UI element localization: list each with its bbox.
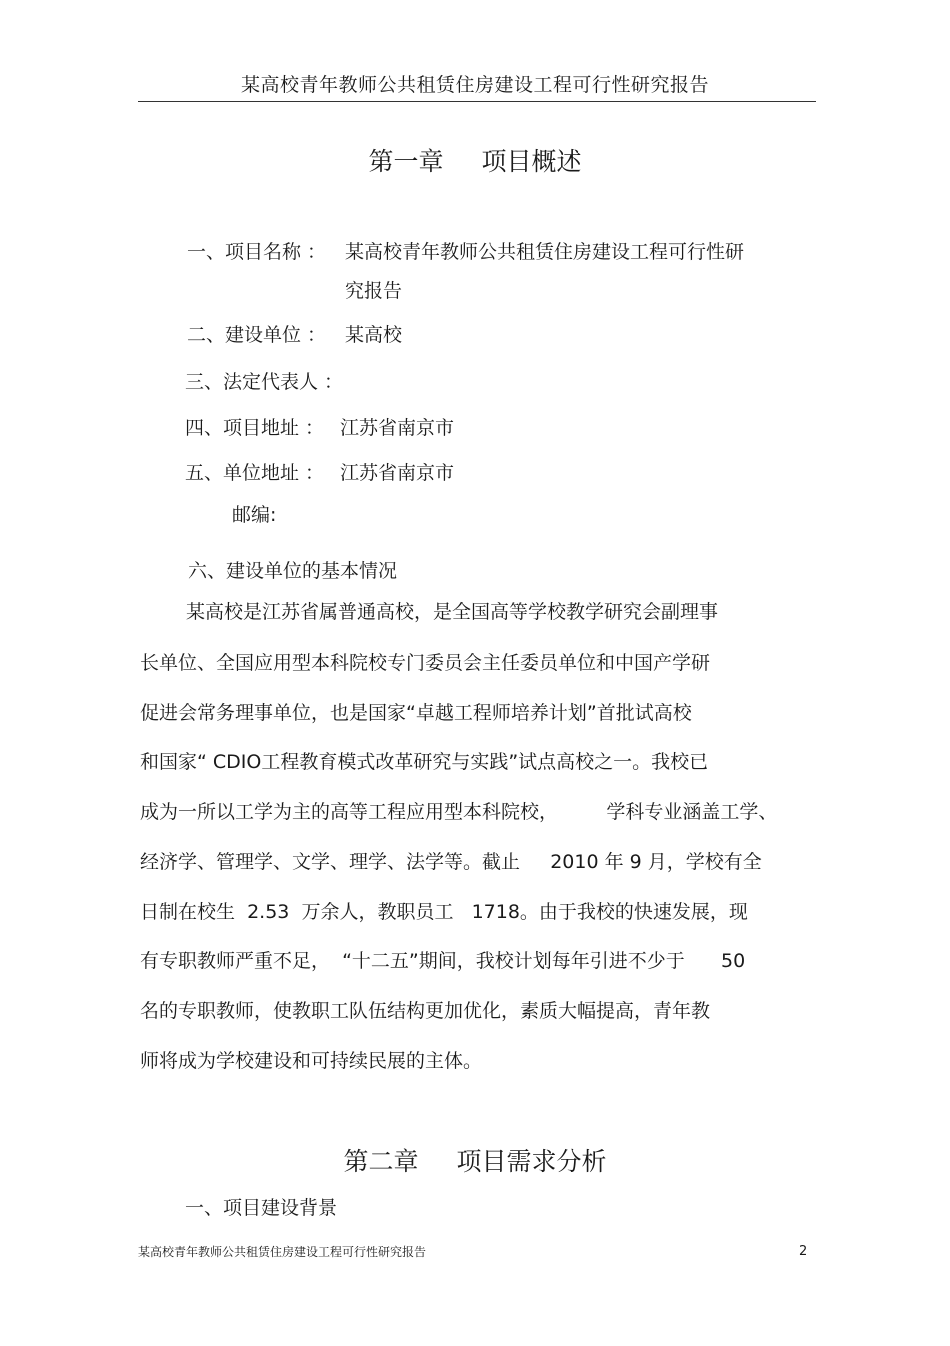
field-project-name-label: 一、项目名称 ： (187, 241, 327, 263)
chapter-2-number: 第二章 (343, 1147, 419, 1176)
paragraph-line: 名的专职教师，使教职工队伍结构更加优化，素质大幅提高，青年教 (140, 1000, 711, 1022)
field-project-address-value: 江苏省南京市 (340, 417, 455, 439)
running-footer: 某高校青年教师公共租赁住房建设工程可行性研究报告 (138, 1245, 427, 1259)
chapter-1-number: 第一章 (368, 147, 444, 176)
paragraph-line: 师将成为学校建设和可持续民展的主体。 (140, 1050, 483, 1072)
running-header: 某高校青年教师公共租赁住房建设工程可行性研究报告 (240, 74, 709, 96)
chapter-2-title: 项目需求分析 (456, 1147, 607, 1176)
paragraph-line: 和国家“ CDIO工程教育模式改革研究与实践”试点高校之一。我校已 (140, 751, 709, 773)
chapter-1-title: 项目概述 (481, 147, 582, 176)
field-legal-rep-label: 三、法定代表人 ： (185, 371, 344, 393)
field-project-address-label: 四、项目地址 ： (185, 417, 325, 439)
field-project-name-value: 某高校青年教师公共租赁住房建设工程可行性研 (345, 241, 745, 263)
header-divider (138, 101, 816, 102)
field-builder-value: 某高校 (345, 324, 403, 346)
field-project-name-value-cont: 究报告 (345, 280, 403, 302)
paragraph-line: 经济学、管理学、文学、理学、法学等。截止 2010 年 9 月，学校有全 (140, 851, 762, 873)
paragraph-line: 长单位、全国应用型本科院校专门委员会主任委员单位和中国产学研 (140, 652, 711, 674)
paragraph-line: 成为一所以工学为主的高等工程应用型本科院校， 学科专业涵盖工学、 (140, 801, 778, 823)
paragraph-line: 日制在校生 2.53 万余人，教职员工 1718。由于我校的快速发展，现 (140, 901, 748, 923)
page-number: 2 (799, 1244, 808, 1259)
paragraph-line: 有专职教师严重不足， “十二五”期间，我校计划每年引进不少于 50 (140, 950, 746, 972)
paragraph-line: 某高校是江苏省属普通高校，是全国高等学校教学研究会副理事 (186, 601, 719, 623)
field-unit-address-value: 江苏省南京市 (340, 462, 455, 484)
section-6-heading: 六、建设单位的基本情况 (188, 560, 398, 582)
field-builder-label: 二、建设单位 ： (187, 324, 327, 346)
paragraph-line: 促进会常务理事单位，也是国家“卓越工程师培养计划”首批试高校 (140, 702, 692, 724)
chapter-2-heading (0, 1142, 950, 1178)
chapter-1-heading (0, 142, 950, 178)
field-postcode-label: 邮编: (232, 504, 277, 526)
chapter-2-section-1-heading: 一、项目建设背景 (185, 1197, 338, 1219)
field-unit-address-label: 五、单位地址 ： (185, 462, 325, 484)
